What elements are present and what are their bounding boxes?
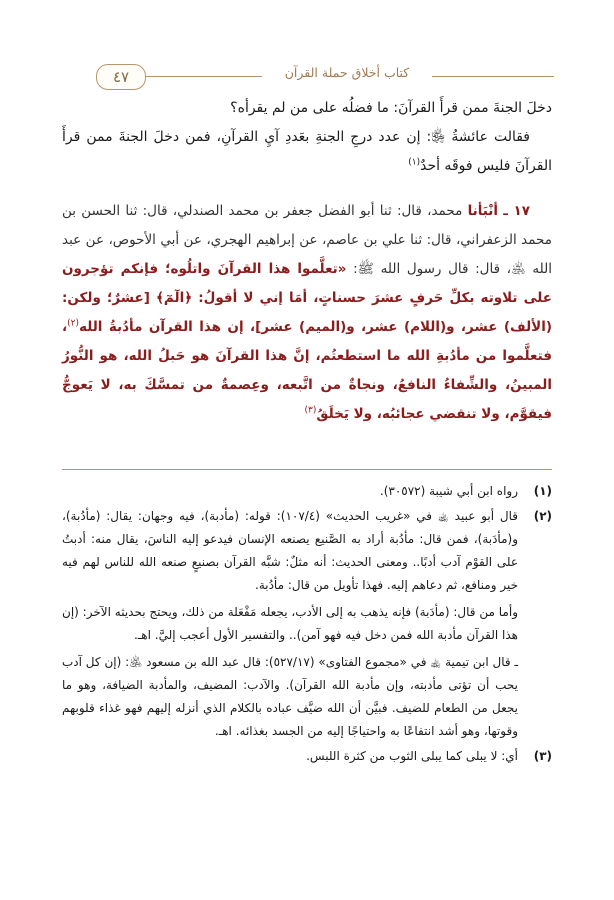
hadith-matn-part-2: ، فتعلَّموا من مأدُبةِ الله ما استطعتُم، إنَّ هذا القرآنَ هو حَبلُ الله، هو النُّورُ المبينُ، والشِّفاءُ النافعُ، ونجاةٌ من اتَّبعه، وعِصمةٌ من تمسَّكَ به، لا يَعوجُّ فيقوَّم، ولا تنقضي عجائبُه، ولا يَخلَقُ (62, 319, 552, 422)
paragraph-1-text: دخلَ الجنةَ ممن قرأَ القرآنَ: ما فضلُه على من لم يقرأه؟ (230, 100, 552, 116)
footnote-paragraph: أي: لا يبلى كما يبلى الثوب من كثرة اللبس. (306, 749, 518, 763)
paragraph-2 (62, 123, 552, 181)
paragraph-1 (62, 94, 552, 123)
footnote-number: (٣) (533, 749, 552, 763)
footnote-paragraph: ـ قال ابن تيمية ﵀ في «مجموع الفتاوى» (٥٢٧/١٧): قال عبد الله بن مسعود ﵁: (إن كل آدب يحب أن تؤتى مأدبته، وإن مأدبة الله القرآن). والآدب: المضيف، والمأدبة الضيافة، وهو ما يجعل من الطعام للضيف. فبيَّن أن الله ضيَّف عباده بالكلام الذي أنزله إليهم فهو غذاء قلوبهم وقوتها، وهو أشد انتفاعًا به واحتياجًا إليه من الجسد بغذائه. اهـ. (62, 655, 518, 738)
hadith-isnad: محمد، قال: ثنا أبو الفضل جعفر بن محمد الصندلي، قال: ثنا الحسن بن محمد الزعفراني، قال: ثنا علي بن عاصم، عن إبراهيم الهجري، عن أبي الأحوص، عن عبد الله ﵁، قال: قال رسول الله ﷺ: (62, 203, 552, 277)
header-rule-right (432, 76, 554, 77)
hadith-matn-part-1: «تعلَّموا هذا القرآنَ واتلُوه؛ فإنكم تؤجرون على تلاوته بكلِّ حَرفٍ عشرَ حسناتٍ، أمَا إني لا أقولُ: ﴿الٓمٓ﴾ [عشرٌ؛ ولكن: (الألف) عشر، و(اللام) عشر، و(الميم) عشر]، إن هذا القرآن مأدُبةُ الله (62, 261, 552, 335)
footnote-ref-1[interactable]: (١) (408, 157, 421, 168)
footnote-3 (62, 745, 552, 768)
book-title: كتاب أخلاق حملة القرآن (284, 65, 410, 80)
hadith-number: ١٧ ـ (503, 203, 530, 219)
footnote-body (62, 505, 518, 743)
hadith-17 (62, 197, 552, 429)
footnote-number: (١) (533, 484, 552, 498)
footnote-paragraph: قال أبو عبيد ﵀ في «غريب الحديث» (١٠٧/٤): قوله: (مأدبة)، فيه وجهان: يقال: (مأدُبة)، و(مأدَبة)، فمن قال: مأدُبة أراد به الصَّنيع يصنعه الإنسان فيدعو إليه الناسَ، يقال منه: أدبتُ على القوْم آدب أدبًا.. ومعنى الحديث: أنه مثلٌ: شبَّه القرآن بصنيعٍ صنعه الله للناس لهم فيه خير ومنافع، ثم دعاهم إليه. فهذا تأويل من قال: مأدُبة. (62, 509, 518, 592)
footnote-number: (٢) (533, 509, 552, 523)
running-header (60, 52, 554, 86)
footnote-1 (62, 480, 552, 503)
footnote-ref-3[interactable]: (٣) (304, 405, 317, 416)
header-rule-left (144, 76, 262, 77)
footnote-paragraph: رواه ابن أبي شيبة (٣٠٥٧٢). (379, 484, 518, 498)
hadith-lead-word: أنْبَأنا (467, 203, 498, 219)
footnote-body (62, 745, 518, 768)
paragraph-2-text: فقالت عائشةُ ﵂: إن عدد درجِ الجنةِ بعَددِ آيِ القرآنِ، فمن دخلَ الجنةَ ممن قرأَ القرآنَ فليس فوقَه أحدٌ (62, 129, 552, 174)
footnote-ref-2[interactable]: (٢) (67, 318, 80, 329)
footnotes (62, 480, 552, 770)
footnote-paragraph: وأما من قال: (مأدَبة) فإنه يذهب به إلى الأدب، يجعله مَفْعَلة من ذلك، ويحتج بحديثه الآخر: (إن هذا القرآن مأدبة الله فمن دخل فيه فهو آمن).. والتفسير الأول أعجب إليَّ. اهـ. (62, 605, 518, 642)
footnote-2 (62, 505, 552, 743)
page-number-badge: ٤٧ (96, 64, 146, 90)
footnote-divider (62, 469, 552, 470)
main-text (62, 94, 552, 429)
footnote-body (62, 480, 518, 503)
